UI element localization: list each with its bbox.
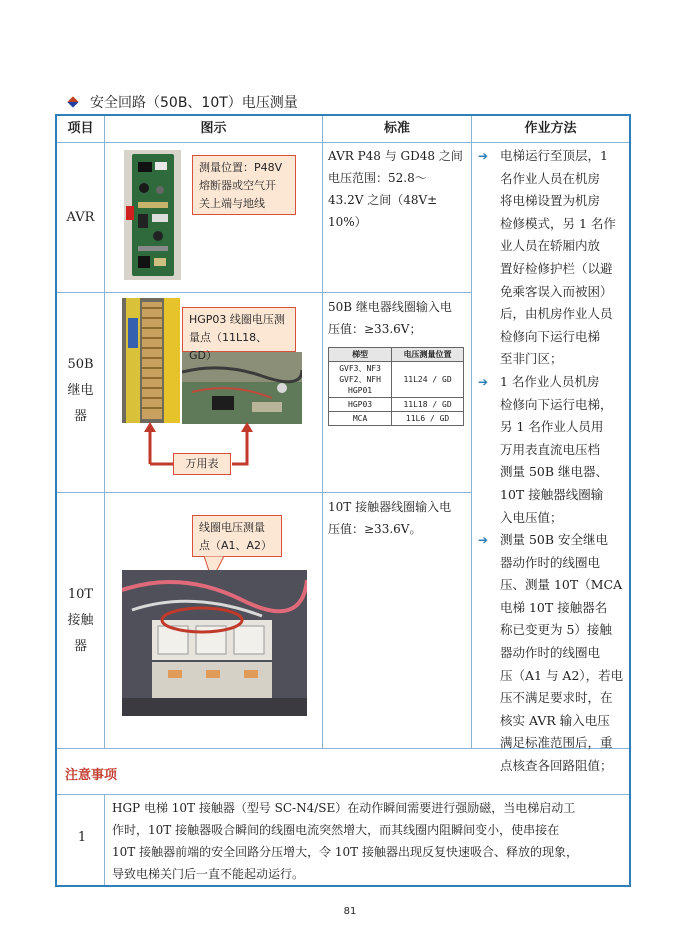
cell-line: GVF2、NFH xyxy=(339,375,381,384)
method-line: 满足标准范围后，重 xyxy=(500,735,613,751)
section-title: 安全回路（50B、10T）电压测量 xyxy=(90,95,298,111)
method-step xyxy=(478,529,628,778)
avr-standard xyxy=(328,145,468,233)
relay-terminal-photo xyxy=(122,298,180,423)
diamond-bullet-icon xyxy=(68,97,78,107)
header-standard: 标准 xyxy=(383,121,410,136)
method-step xyxy=(478,371,628,529)
note-line: HGP 电梯 10T 接触器（型号 SC-N4/SE）在动作瞬间需要进行强励磁，当电梯启动工 xyxy=(112,801,576,815)
row-label-line: 继电 xyxy=(67,383,94,398)
row-label-10t xyxy=(57,582,104,660)
callout-line: HGP03 线圈电压测 xyxy=(189,313,285,326)
callout-line: 熔断器或空气开 xyxy=(199,179,276,192)
row-label-50b xyxy=(57,352,104,430)
standard-line: 10%） xyxy=(328,215,367,229)
row-label-line: 器 xyxy=(73,409,87,424)
work-method-list xyxy=(478,145,628,778)
method-line: 名作业人员在机房 xyxy=(500,170,601,186)
standard-line: 压值：≥33.6V； xyxy=(328,322,422,336)
relay-measure-callout xyxy=(182,307,296,362)
row-label-line: 10T xyxy=(67,587,94,602)
method-line: 万用表直流电压档 xyxy=(500,441,601,457)
note-line: 导致电梯关门后一直不能起动运行。 xyxy=(112,867,305,881)
method-line: 称已变更为 5）接触 xyxy=(500,622,612,638)
contactor-standard xyxy=(328,496,468,540)
row-label-line: 器 xyxy=(73,639,87,654)
table-divider xyxy=(57,492,471,493)
avr-board-photo xyxy=(124,150,181,280)
header-method: 作业方法 xyxy=(524,121,577,136)
method-line: 压不满足要求时，在 xyxy=(500,690,613,706)
table-divider xyxy=(104,794,105,885)
standard-line: 43.2V 之间（48V± xyxy=(328,193,438,207)
note-text xyxy=(112,797,624,885)
callout-line: 点（A1、A2） xyxy=(199,539,273,552)
method-line: 点核查各回路阻值； xyxy=(500,758,613,774)
row-label-avr xyxy=(57,205,104,231)
section-heading xyxy=(68,92,298,112)
page-number: 81 xyxy=(343,906,357,917)
standard-line: 电压范围：52.8～ xyxy=(328,171,427,185)
method-line: 器动作时的线圈电 xyxy=(500,554,601,570)
row-label-line: 50B xyxy=(67,357,94,372)
row-label-line: AVR xyxy=(66,210,95,225)
avr-measure-callout xyxy=(192,155,296,215)
method-line: 业人员在轿厢内放 xyxy=(500,238,601,254)
cell-line: HGP01 xyxy=(348,386,373,395)
mini-table-cell: HGP03 xyxy=(329,398,392,412)
table-row xyxy=(329,362,464,398)
multimeter-label: 万用表 xyxy=(173,453,231,475)
method-line: 免乘客误入而被困） xyxy=(500,283,613,299)
header-figure: 图示 xyxy=(200,121,227,136)
table-divider xyxy=(57,292,471,293)
table-row xyxy=(329,398,464,412)
method-line: 电梯 10T 接触器名 xyxy=(500,599,608,615)
header-item: 项目 xyxy=(67,121,94,136)
note-line: 10T 接触器前端的安全回路分压增大，令 10T 接触器出现反复快速吸合、释放的现象， xyxy=(112,845,578,859)
table-divider xyxy=(322,116,323,748)
mini-table-cell: 11L18 / GD xyxy=(392,398,464,412)
callout-line: 测量位置：P48V xyxy=(199,161,283,174)
method-line: 入电压值； xyxy=(500,509,563,525)
relay-standard xyxy=(328,296,468,340)
method-step xyxy=(478,145,628,371)
method-line: 置好检修护栏（以避 xyxy=(500,260,613,276)
note-line: 作时，10T 接触器吸合瞬间的线圈电流突然增大，而其线圈内阻瞬间变小，使串接在 xyxy=(112,823,560,837)
callout-line: 线圈电压测量 xyxy=(199,521,265,534)
table-divider xyxy=(471,116,472,748)
mini-table-cell: 11L6 / GD xyxy=(392,412,464,426)
notes-title: 注意事项 xyxy=(65,768,118,783)
method-step-text xyxy=(500,529,623,778)
callout-line: 量点（11L18、GD） xyxy=(189,331,268,362)
mini-table-cell: MCA xyxy=(329,412,392,426)
method-line: 1 名作业人员机房 xyxy=(500,373,600,389)
method-line: 检修模式，另 1 名作 xyxy=(500,215,616,231)
method-line: 将电梯设置为机房 xyxy=(500,193,601,209)
table-divider xyxy=(104,116,105,748)
method-step-text xyxy=(500,371,613,529)
table-row xyxy=(329,412,464,426)
arrow-right-icon: ➔ xyxy=(478,533,489,548)
method-line: 核实 AVR 输入电压 xyxy=(500,712,610,728)
method-line: 后，由机房作业人员 xyxy=(500,306,613,322)
mini-table-header xyxy=(329,348,464,362)
method-line: 测量 50B 继电器、 xyxy=(500,464,609,480)
method-line: 10T 接触器线圈输 xyxy=(500,486,604,502)
measure-position-table xyxy=(328,347,464,426)
standard-line: 50B 继电器线圈输入电 xyxy=(328,300,452,314)
callout-line: 关上端与地线 xyxy=(199,197,265,210)
method-line: 另 1 名作业人员用 xyxy=(500,419,604,435)
method-line: 测量 50B 安全继电 xyxy=(500,532,609,548)
row-label-line: 接触 xyxy=(67,613,94,628)
arrow-right-icon: ➔ xyxy=(478,149,489,163)
mini-table-cell: 11L24 / GD xyxy=(392,362,464,398)
cell-line: GVF3、NF3 xyxy=(339,364,381,373)
table-divider xyxy=(57,142,629,143)
contactor-measure-callout xyxy=(192,515,282,557)
note-number: 1 xyxy=(77,830,87,845)
mini-table-header-cell: 梯型 xyxy=(329,348,392,362)
standard-line: AVR P48 与 GD48 之间 xyxy=(328,149,463,163)
method-line: 压（A1 与 A2），若电 xyxy=(500,667,624,683)
method-line: 器动作时的线圈电 xyxy=(500,645,601,661)
contactor-photo xyxy=(122,570,307,716)
mini-table-cell xyxy=(329,362,392,398)
method-line: 检修向下运行电梯， xyxy=(500,396,613,412)
method-line: 电梯运行至顶层，1 xyxy=(500,148,608,163)
table-divider xyxy=(57,794,629,795)
method-line: 至非门区； xyxy=(500,351,563,367)
standard-line: 10T 接触器线圈输入电 xyxy=(328,500,452,514)
method-line: 检修向下运行电梯 xyxy=(500,328,601,344)
mini-table-header-cell: 电压测量位置 xyxy=(392,348,464,362)
standard-line: 压值：≥33.6V。 xyxy=(328,522,422,536)
method-line: 压、测量 10T（MCA xyxy=(500,577,623,593)
method-step-text xyxy=(500,145,616,371)
arrow-right-icon: ➔ xyxy=(478,374,489,389)
